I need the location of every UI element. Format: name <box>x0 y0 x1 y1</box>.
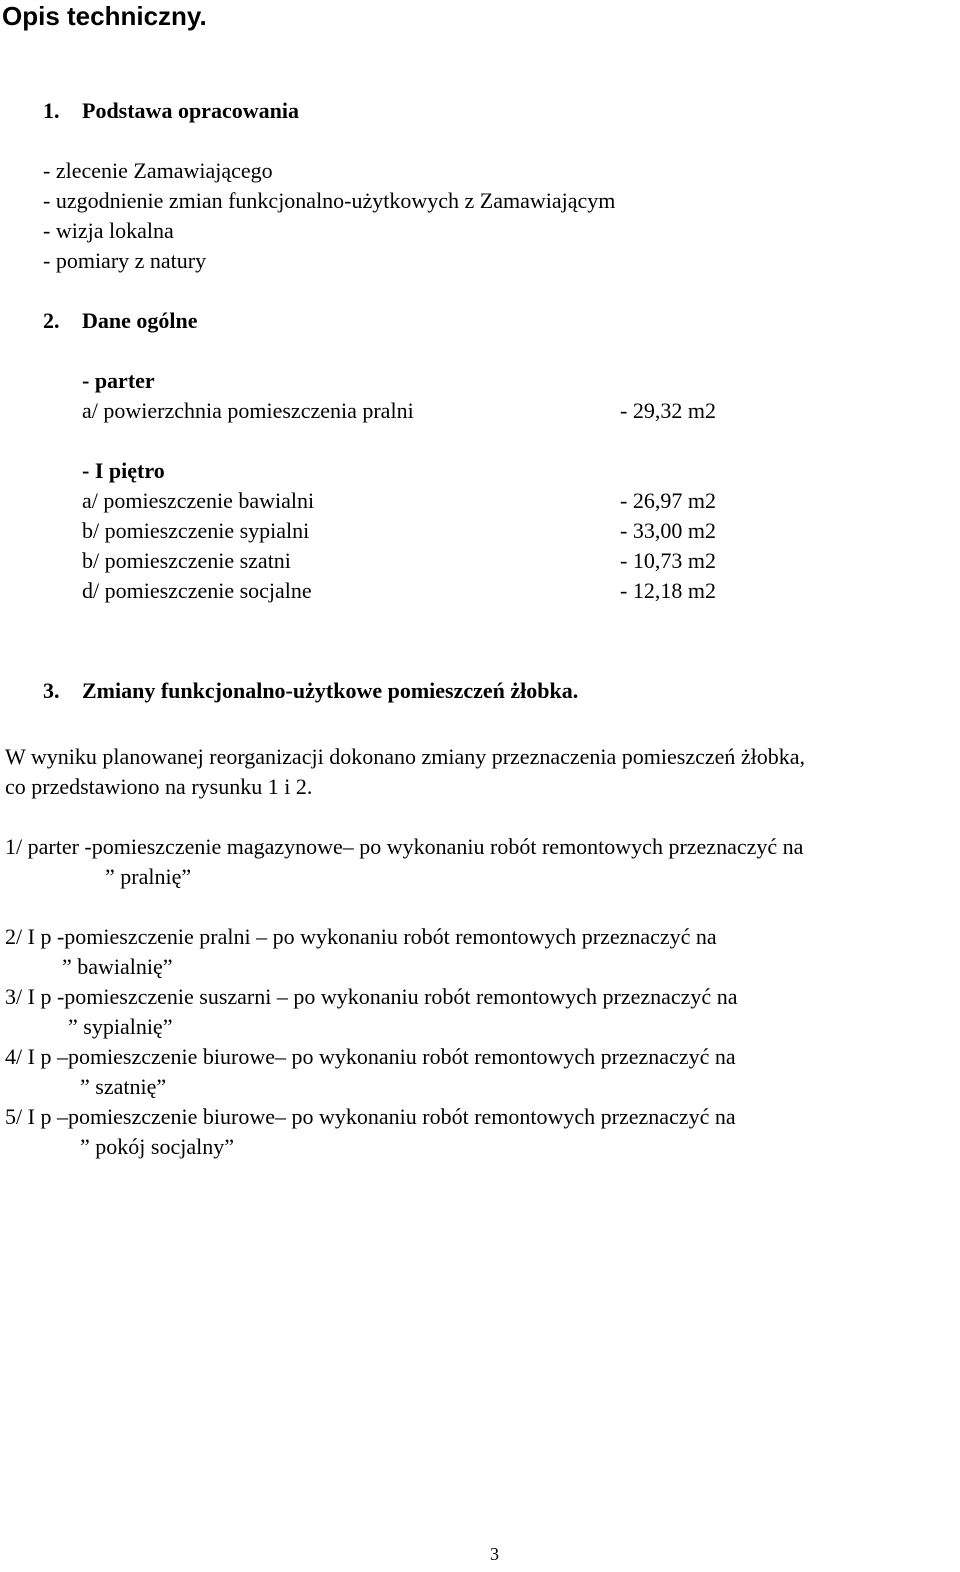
area-row-label: b/ pomieszczenie sypialni <box>82 518 310 543</box>
section-3-intro-line: co przedstawiono na rysunku 1 i 2. <box>5 774 313 799</box>
section-1-item: - wizja lokalna <box>43 218 174 243</box>
change-target: ” pralnię” <box>105 864 192 889</box>
section-1-number: 1. <box>43 98 60 123</box>
change-target: ” bawialnię” <box>62 954 173 979</box>
area-row-value: - 12,18 m2 <box>620 578 716 603</box>
section-2-number: 2. <box>43 308 60 333</box>
pietro-heading: - I piętro <box>82 458 165 483</box>
change-line: 3/ I p -pomieszczenie suszarni – po wykonaniu robót remontowych przeznaczyć na <box>5 984 738 1009</box>
change-line: 4/ I p –pomieszczenie biurowe– po wykonaniu robót remontowych przeznaczyć na <box>5 1044 736 1069</box>
change-line: 2/ I p -pomieszczenie pralni – po wykonaniu robót remontowych przeznaczyć na <box>5 924 717 949</box>
area-row-label: d/ pomieszczenie socjalne <box>82 578 312 603</box>
area-row-value: - 10,73 m2 <box>620 548 716 573</box>
section-1-item: - uzgodnienie zmian funkcjonalno-użytkowych z Zamawiającym <box>43 188 616 213</box>
area-row-label: a/ powierzchnia pomieszczenia pralni <box>82 398 414 423</box>
area-row-label: b/ pomieszczenie szatni <box>82 548 291 573</box>
area-row-value: - 33,00 m2 <box>620 518 716 543</box>
area-row-value: - 29,32 m2 <box>620 398 716 423</box>
change-target: ” pokój socjalny” <box>80 1134 234 1159</box>
section-1-item: - pomiary z natury <box>43 248 207 273</box>
parter-heading: - parter <box>82 368 155 393</box>
area-row-value: - 26,97 m2 <box>620 488 716 513</box>
document-title: Opis techniczny. <box>2 1 207 31</box>
section-3-number: 3. <box>43 678 60 703</box>
change-line: 1/ parter -pomieszczenie magazynowe– po wykonaniu robót remontowych przeznaczyć na <box>5 834 804 859</box>
page-number: 3 <box>490 1544 499 1564</box>
change-target: ” szatnię” <box>80 1074 167 1099</box>
section-1-item: - zlecenie Zamawiającego <box>43 158 273 183</box>
section-3-heading: Zmiany funkcjonalno-użytkowe pomieszczeń żłobka. <box>82 678 579 703</box>
section-3-intro-line: W wyniku planowanej reorganizacji dokonano zmiany przeznaczenia pomieszczeń żłobka, <box>5 744 806 769</box>
area-row-label: a/ pomieszczenie bawialni <box>82 488 315 513</box>
change-line: 5/ I p –pomieszczenie biurowe– po wykonaniu robót remontowych przeznaczyć na <box>5 1104 736 1129</box>
change-target: ” sypialnię” <box>68 1014 173 1039</box>
section-1-heading: Podstawa opracowania <box>82 98 299 123</box>
section-2-heading: Dane ogólne <box>82 308 198 333</box>
